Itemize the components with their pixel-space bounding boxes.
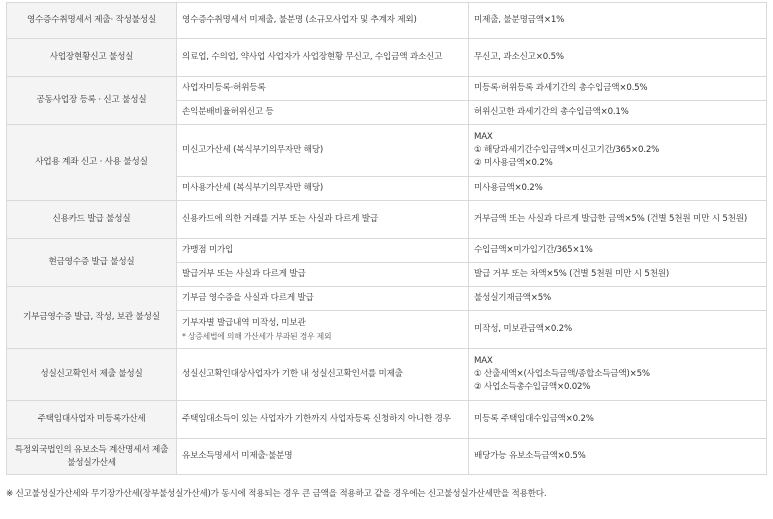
table-row [7, 439, 767, 475]
penalty-line: 허위신고한 과세기간의 총수입금액×0.1% [474, 107, 629, 117]
penalty-line: 불성실기재금액×5% [474, 293, 551, 303]
condition-cell: 의료업, 수의업, 약사업 사업자가 사업장현황 무신고, 수입금액 과소신고 [177, 39, 469, 77]
penalty-cell [469, 349, 767, 401]
table-row [7, 39, 767, 77]
penalty-line: 발급 거부 또는 차액×5% (건별 5천원 미만 시 5천원) [474, 269, 670, 279]
condition-note: * 상증세법에 의해 가산세가 부과된 경우 제외 [182, 331, 332, 341]
category-cell: 현금영수증 발급 불성실 [7, 239, 177, 287]
table-row [7, 349, 767, 401]
penalty-line: 미사용금액×0.2% [474, 183, 543, 193]
condition-cell: 발급거부 또는 사실과 다르게 발급 [177, 263, 469, 287]
penalty-table [6, 2, 767, 475]
penalty-cell [469, 177, 767, 201]
penalty-line: MAX [474, 356, 493, 366]
penalty-cell [469, 401, 767, 439]
category-cell: 공동사업장 등록 · 신고 불성실 [7, 77, 177, 125]
footnote: ※ 신고불성실가산세와 무기장가산세(장부불성실가산세)가 동시에 적용되는 경우 큰 금액을 적용하고 같을 경우에는 신고불성실가산세만을 적용한다. [6, 489, 547, 499]
penalty-cell [469, 125, 767, 177]
table-row [7, 201, 767, 239]
condition-cell: 영수증수취명세서 미제출, 불분명 (소규모사업자 및 추계자 제외) [177, 3, 469, 39]
penalty-cell [469, 77, 767, 101]
penalty-line: 미작성, 미보관금액×0.2% [474, 324, 572, 334]
penalty-line: 수입금액×미가입기간/365×1% [474, 245, 593, 255]
condition-cell: 신용카드에 의한 거래를 거부 또는 사실과 다르게 발급 [177, 201, 469, 239]
category-cell: 성실신고확인서 제출 불성실 [7, 349, 177, 401]
category-cell: 특정외국법인의 유보소득 계산명세서 제출 불성실가산세 [7, 439, 177, 475]
penalty-line: ② 사업소득총수입금액×0.02% [474, 382, 591, 392]
penalty-line: 무신고, 과소신고×0.5% [474, 52, 564, 62]
penalty-line: ① 해당과세기간수입금액×미신고기간/365×0.2% [474, 145, 660, 155]
condition-text: 기부자별 발급내역 미작성, 미보관 [182, 317, 306, 328]
category-cell: 주택임대사업자 미등록가산세 [7, 401, 177, 439]
penalty-line: MAX [474, 132, 493, 142]
penalty-line: ② 미사용금액×0.2% [474, 158, 553, 168]
penalty-line: 배당가능 유보소득금액×0.5% [474, 451, 586, 461]
penalty-line: ① 산출세액×(사업소득금액/종합소득금액)×5% [474, 369, 650, 379]
condition-cell: 사업자미등록·허위등록 [177, 77, 469, 101]
penalty-line: 미제출, 불분명금액×1% [474, 15, 565, 25]
condition-cell [177, 311, 469, 349]
condition-cell: 미신고가산세 (복식부기의무자만 해당) [177, 125, 469, 177]
table-row [7, 125, 767, 177]
penalty-line: 미등록·허위등록 과세기간의 총수입금액×0.5% [474, 83, 648, 93]
table-row [7, 77, 767, 101]
penalty-cell [469, 39, 767, 77]
penalty-line: 거부금액 또는 사실과 다르게 발급한 금액×5% (건별 5천원 미만 시 5천원) [474, 214, 748, 224]
condition-cell: 유보소득명세서 미제출·불분명 [177, 439, 469, 475]
category-cell: 영수증수취명세서 제출· 작성불성실 [7, 3, 177, 39]
penalty-cell [469, 201, 767, 239]
condition-cell: 손익분배비율허위신고 등 [177, 101, 469, 125]
condition-cell: 가맹점 미가입 [177, 239, 469, 263]
category-cell: 기부금영수증 발급, 작성, 보관 불성실 [7, 287, 177, 349]
penalty-cell [469, 311, 767, 349]
condition-cell: 주택임대소득이 있는 사업자가 기한까지 사업자등록 신청하지 아니한 경우 [177, 401, 469, 439]
category-cell: 신용카드 발급 불성실 [7, 201, 177, 239]
table-row [7, 401, 767, 439]
table-row [7, 3, 767, 39]
table-row [7, 287, 767, 311]
penalty-line: 미등록 주택임대수입금액×0.2% [474, 414, 594, 424]
penalty-cell [469, 287, 767, 311]
penalty-cell [469, 3, 767, 39]
table-row [7, 239, 767, 263]
condition-cell: 성실신고확인대상사업자가 기한 내 성실신고확인서를 미제출 [177, 349, 469, 401]
condition-cell: 기부금 영수증을 사실과 다르게 발급 [177, 287, 469, 311]
condition-cell: 미사용가산세 (복식부기의무자만 해당) [177, 177, 469, 201]
category-cell: 사업용 계좌 신고 · 사용 불성실 [7, 125, 177, 201]
category-cell: 사업장현황신고 불성실 [7, 39, 177, 77]
penalty-cell [469, 101, 767, 125]
penalty-cell [469, 239, 767, 263]
penalty-cell [469, 439, 767, 475]
penalty-cell [469, 263, 767, 287]
